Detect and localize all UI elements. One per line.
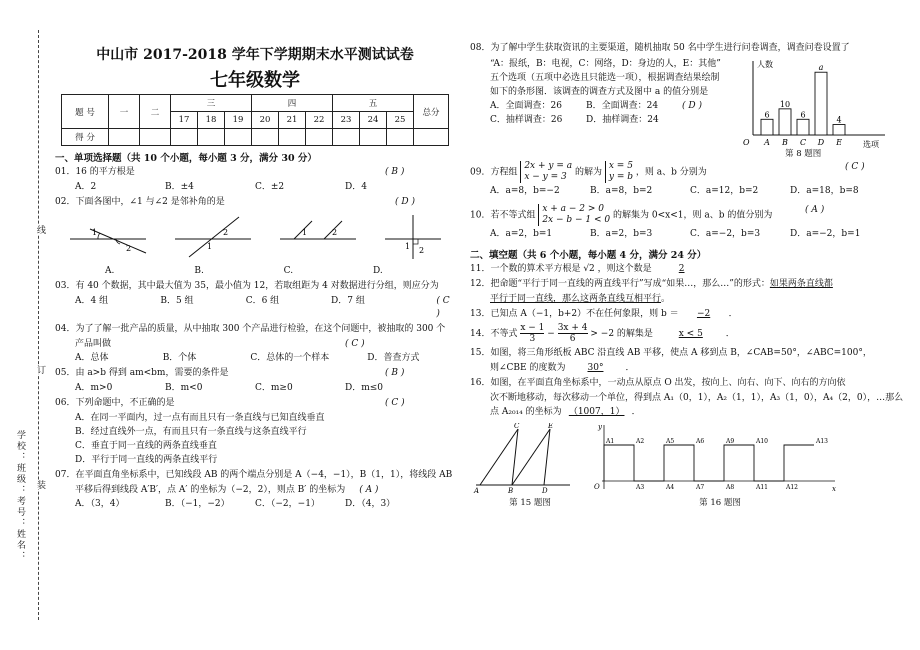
q16-stem3: 点 A₂₀₁₄ 的坐标为 （1007，1） ． — [490, 407, 641, 417]
chart-data-label-A: 6 — [764, 110, 770, 120]
svg-text:A3: A3 — [636, 484, 645, 491]
score-q23: 23 — [333, 112, 360, 129]
svg-text:1: 1 — [301, 228, 307, 237]
chart-bar-C — [797, 119, 809, 135]
q9-answer: ( C ) — [845, 162, 865, 172]
chart-bar-B — [779, 109, 791, 135]
q10-answer: ( A ) — [805, 205, 825, 215]
chart-data-label-C: 6 — [800, 110, 806, 120]
q8-stem2: “A：报纸，B：电视，C：网络，D：身边的人，E：其他” — [490, 59, 721, 69]
q13: 13．已知点 A（−1，b+2）不在任何象限，则 b ＝ −2 ． — [470, 309, 738, 319]
score-header-3: 三 — [171, 95, 252, 112]
svg-text:1: 1 — [404, 242, 410, 251]
q13-answer: −2 — [696, 309, 711, 319]
q16-caption: 第 16 题图 — [699, 498, 741, 508]
q2-options: A. B. C. D. — [105, 266, 383, 276]
svg-text:2: 2 — [125, 244, 131, 253]
q3-options: A．4 组 B．5 组 C．6 组 D．7 组 ( C ) — [75, 295, 455, 321]
section2-heading: 二、填空题（共 6 个小题，每小题 4 分，满分 24 分） — [470, 250, 707, 261]
svg-text:A5: A5 — [666, 438, 675, 445]
svg-text:A8: A8 — [726, 484, 735, 491]
score-header-5: 五 — [333, 95, 414, 112]
q15-stem2: 则∠CBE 的度数为 30° ． — [490, 363, 635, 373]
svg-text:y: y — [598, 423, 602, 431]
q5-stem: 05．由 a>b 得到 am<bm，需要的条件是 ( B ) — [55, 368, 405, 378]
q16-figure — [590, 423, 840, 493]
q8-stem3: 五个选项（五项中必选且只能选一项），根据调查结果绘制 — [490, 73, 720, 83]
exam-subtitle: 七年级数学 — [210, 70, 300, 91]
svg-text:A1: A1 — [606, 438, 615, 445]
chart-data-label-B: 10 — [779, 99, 791, 109]
q8-answer: ( D ) — [682, 101, 702, 111]
q5-options: A．m>0 B．m<0 C．m≥0 D．m≤0 — [75, 383, 384, 393]
binding-mark-line: 线 — [35, 225, 45, 234]
binding-line — [38, 30, 39, 620]
q7-stem2: 平移后得到线段 A′B′，点 A′ 的坐标为（−2，2），则点 B′ 的坐标为 ( A ) — [75, 485, 379, 495]
q2-stem: 02．下面各图中，∠1 与∠2 是邻补角的是 ( D ) — [55, 197, 415, 207]
score-header-4: 四 — [252, 95, 333, 112]
score-header-total: 总分 — [414, 95, 449, 129]
svg-text:A7: A7 — [696, 484, 705, 491]
q15-stem: 15．如图，将三角形纸板 ABC 沿直线 AB 平移，使点 A 移到点 B，∠CAB=50°，∠ABC=100°， — [470, 348, 872, 358]
svg-text:A6: A6 — [696, 438, 705, 445]
q4-stem: 04．为了了解一批产品的质量，从中抽取 300 个产品进行检验，在这个问题中，被抽取的 300 个 — [55, 324, 446, 334]
q6-option-d: D．平行于同一直线的两条直线平行 — [75, 455, 218, 465]
score-table — [61, 94, 449, 146]
svg-text:2: 2 — [222, 228, 228, 237]
q2-figure-c — [278, 213, 358, 261]
q2-figures — [55, 213, 455, 261]
chart-bar-A — [761, 119, 773, 135]
q5-answer: ( B ) — [385, 368, 405, 378]
chart-tick-D: D — [817, 138, 825, 147]
q2-figure-a — [68, 213, 148, 261]
binding-mark-staple: 订 — [35, 365, 45, 374]
q12-answer-1: 如果两条直线都 — [769, 279, 833, 289]
q10-system: x + a − 2 > 0 2x − b − 1 < 0 — [538, 204, 610, 226]
right-column — [470, 0, 910, 508]
chart-tick-C: C — [799, 138, 807, 147]
svg-text:2: 2 — [331, 228, 337, 237]
q16-stem: 16．如图，在平面直角坐标系中，一动点从原点 O 出发，按向上、向右、向下、向右的方向依 — [470, 378, 846, 388]
q14-answer: x < 5 — [678, 329, 703, 339]
student-info-fields: 学校：班级：考号：姓名： — [15, 430, 25, 562]
q7-options: A．（3，4） B．（−1，−2） C．（−2，−1） D．（4，3） — [75, 499, 396, 509]
svg-text:A11: A11 — [756, 484, 768, 491]
svg-text:E: E — [548, 423, 554, 430]
q15-answer: 30° — [587, 363, 604, 373]
q16-stem2: 次不断地移动，每次移动一个单位，得到点 A₁（0，1），A₂（1，1），A₃（1，0），A₄（2，0），…那么 — [490, 393, 904, 403]
score-header-2: 二 — [140, 95, 171, 129]
q6-option-b: B．经过直线外一点，有而且只有一条直线与这条直线平行 — [75, 427, 307, 437]
q10-options: A．a=2，b=1 B．a=2，b=3 C．a=−2，b=3 D．a=−2，b=1 — [490, 229, 861, 239]
chart-bar-E — [833, 125, 845, 135]
q1-stem: 01．16 的平方根是 ( B ) — [55, 167, 405, 177]
svg-text:A13: A13 — [816, 438, 828, 445]
svg-text:A12: A12 — [786, 484, 798, 491]
q8-stem: 08．为了解中学生获取资讯的主要渠道，随机抽取 50 名中学生进行问卷调查，调查问卷设置了 — [470, 43, 850, 53]
score-header-1: 一 — [109, 95, 140, 129]
svg-text:A4: A4 — [666, 484, 675, 491]
chart-tick-A: A — [764, 138, 770, 147]
q6-stem: 06．下列命题中，不正确的是 ( C ) — [55, 398, 405, 408]
q7-answer: ( A ) — [359, 485, 379, 495]
q8-bar-chart — [735, 57, 895, 149]
left-column — [55, 0, 455, 511]
q9-system: 2x + y = a x − y = 3 — [520, 161, 572, 183]
score-q24: 24 — [360, 112, 387, 129]
q11-answer: 2 — [678, 264, 685, 274]
q2-figure-d — [383, 213, 443, 261]
q15-figure — [470, 423, 580, 493]
score-q21: 21 — [279, 112, 306, 129]
score-q18: 18 — [198, 112, 225, 129]
chart-tick-E: E — [836, 138, 842, 147]
q16-answer: （1007，1） — [568, 407, 625, 417]
svg-text:A9: A9 — [726, 438, 735, 445]
q8-caption: 第 8 题图 — [785, 149, 822, 159]
binding-margin — [0, 0, 48, 650]
q12-answer-2: 平行于同一直线，那么这两条直线互相平行 — [490, 294, 662, 304]
q6-option-a: A．在同一平面内，过一点有而且只有一条直线与已知直线垂直 — [75, 413, 325, 423]
q9-stem: 09．方程组 2x + y = a x − y = 3 的解为 x = 5 y = b ，则 a、b 分别为 ( C ) — [470, 161, 865, 182]
chart-origin: O — [743, 138, 750, 147]
q4-answer: ( C ) — [345, 339, 365, 349]
q8-options-ab: A．全面调查：26 B．全面调查：24 ( D ) — [490, 101, 702, 111]
section1-heading: 一、单项选择题（共 10 个小题，每小题 3 分，满分 30 分） — [55, 153, 317, 164]
chart-ylabel: 人数 — [757, 60, 773, 69]
q2-figure-b — [173, 213, 253, 261]
score-header-label: 题 号 — [62, 95, 109, 129]
svg-text:A10: A10 — [756, 438, 768, 445]
svg-text:A: A — [474, 487, 480, 493]
q14: 14．不等式 $\frac{x - 1}{3}$ − $\frac{3x + 4}{6}$ > −2 的解集是 x < 5 ． — [470, 323, 735, 344]
svg-text:2: 2 — [418, 246, 424, 255]
chart-data-label-D: a — [818, 63, 824, 73]
q8-options-cd: C．抽样调查：26 D．抽样调查：24 — [490, 115, 659, 125]
q8-chart — [735, 57, 895, 157]
score-q19: 19 — [225, 112, 252, 129]
score-q22: 22 — [306, 112, 333, 129]
q3-stem: 03．有 40 个数据，其中最大值为 35，最小值为 12，若取组距为 4 对数据进行分组，则应分为 — [55, 281, 439, 291]
exam-title: 中山市 2017-2018 学年下学期期末水平测试试卷 — [96, 47, 414, 63]
svg-text:x: x — [832, 485, 836, 493]
chart-tick-B: B — [782, 138, 788, 147]
q2-answer: ( D ) — [395, 197, 415, 207]
score-q20: 20 — [252, 112, 279, 129]
chart-xlabel: 选项 — [863, 140, 879, 149]
q12: 12．把命题“平行于同一直线的两直线平行”写成“如果…，那么…”的形式：如果两条直线都 — [470, 279, 833, 289]
q6-option-c: C．垂直于同一直线的两条直线垂直 — [75, 441, 217, 451]
svg-text:A2: A2 — [636, 438, 645, 445]
q1-options: A．2 B．±4 C．±2 D．4 — [75, 182, 367, 192]
q1-answer: ( B ) — [385, 167, 405, 177]
q6-answer: ( C ) — [385, 398, 405, 408]
chart-data-label-E: 4 — [836, 115, 842, 125]
q9-solution: x = 5 y = b — [605, 161, 633, 183]
svg-text:D: D — [542, 487, 548, 493]
svg-text:O: O — [594, 483, 600, 491]
score-q25: 25 — [387, 112, 414, 129]
q3-answer: ( C ) — [436, 296, 450, 319]
score-row-label: 得 分 — [62, 129, 109, 146]
q9-options: A．a=8，b=−2 B．a=8，b=2 C．a=12，b=2 D．a=18，b=8 — [490, 186, 859, 196]
svg-text:C: C — [514, 423, 520, 430]
q15-caption: 第 15 题图 — [509, 498, 551, 508]
q15-q16-figures — [470, 423, 910, 508]
q4-options: A．总体 B．个体 C．总体的一个样本 D．普查方式 — [75, 353, 420, 363]
svg-text:1: 1 — [91, 228, 97, 237]
binding-mark-bind: 装 — [35, 480, 45, 489]
q4-stem2: 产品叫做 ( C ) — [75, 339, 365, 349]
q8-stem4: 如下的条形图．该调查的调查方式及图中 a 的值分别是 — [490, 87, 709, 97]
chart-bar-D — [815, 72, 827, 135]
q11: 11．一个数的算术平方根是 √2 ，则这个数是 2 — [470, 263, 910, 276]
score-q17: 17 — [171, 112, 198, 129]
svg-text:1: 1 — [206, 242, 212, 251]
q12-cont: 平行于同一直线，那么这两条直线互相平行。 — [490, 294, 671, 304]
q7-stem: 07．在平面直角坐标系中，已知线段 AB 的两个端点分别是 A（−4，−1），B（1，1），将线段 AB — [55, 470, 453, 480]
q10-stem: 10．若不等式组 x + a − 2 > 0 2x − b − 1 < 0 的解集为 0<x<1，则 a、b 的值分别为 ( A ) — [470, 204, 825, 225]
svg-text:B: B — [508, 487, 514, 493]
